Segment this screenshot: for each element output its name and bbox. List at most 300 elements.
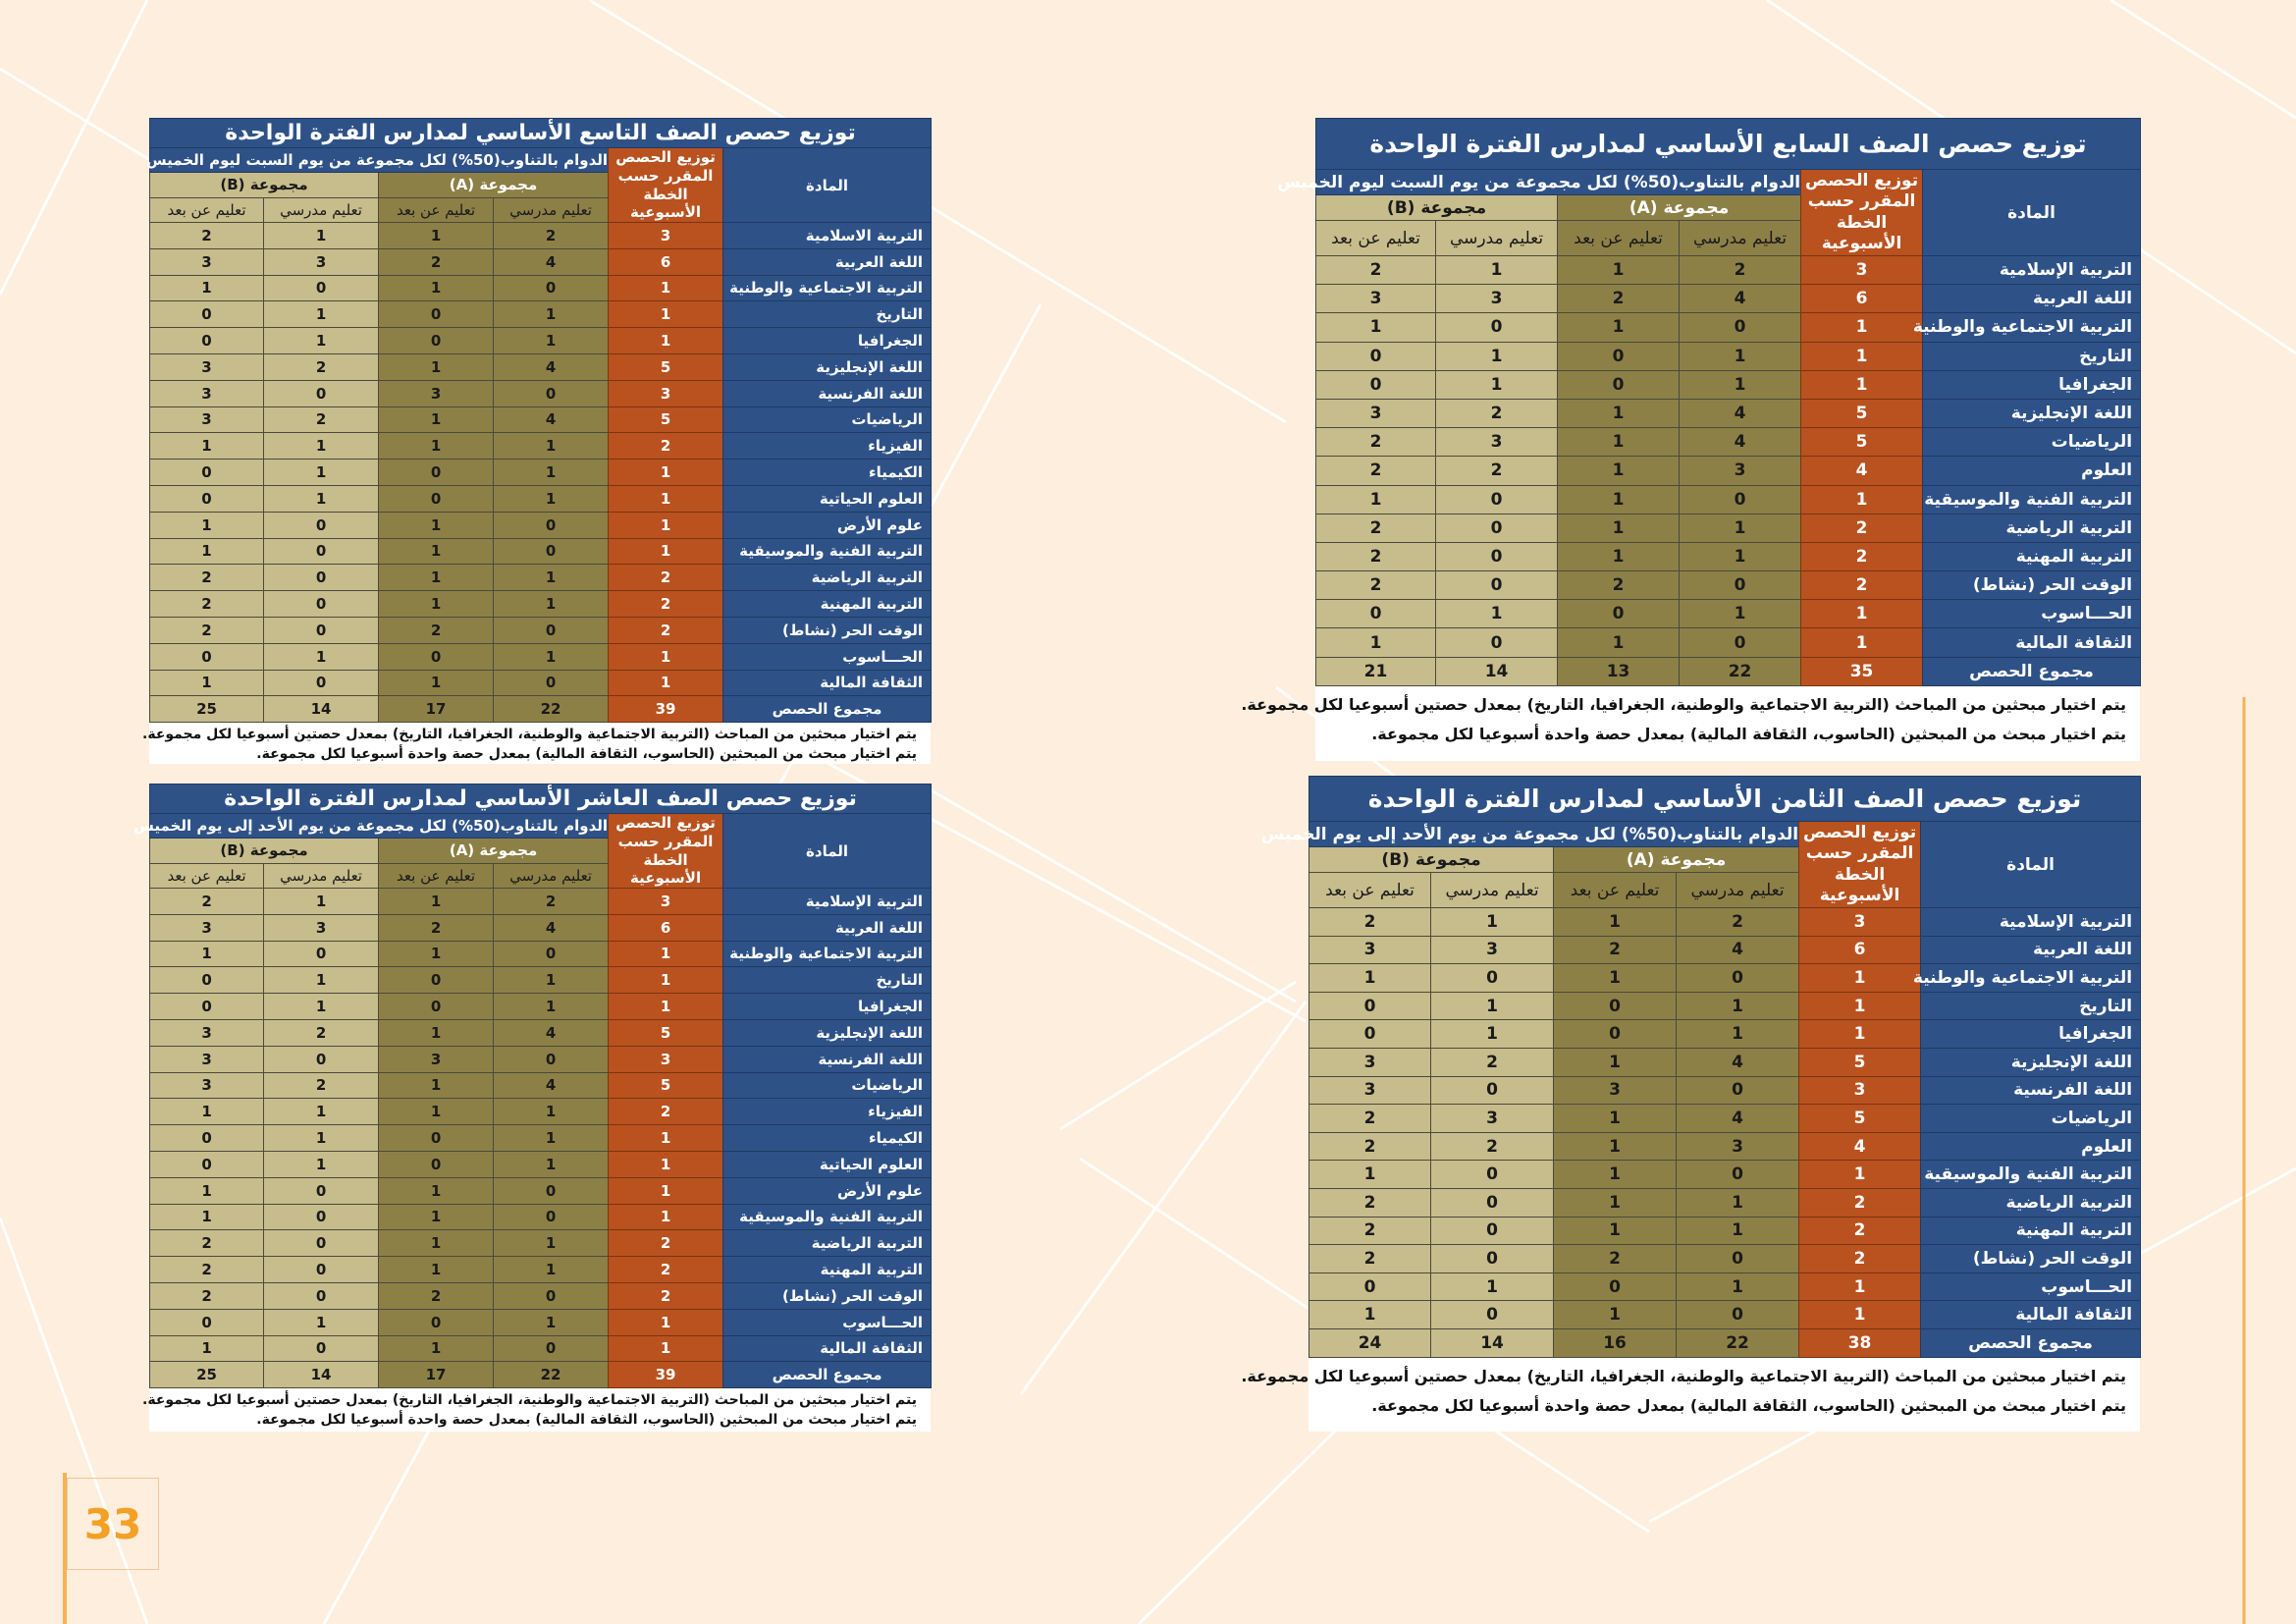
cell-a-school: 1	[1677, 1217, 1799, 1245]
cell-plan: 3	[609, 223, 723, 249]
cell-b-school: 14	[264, 1362, 379, 1388]
cell-a-remote: 1	[1558, 256, 1680, 285]
note-line: يتم اختيار مبحث من المبحثين (الحاسوب، الثقافة المالية) بمعدل حصة واحدة أسبوعيا لكل مجموعة.	[256, 746, 917, 763]
table-row	[150, 1019, 932, 1046]
cell-b-school: 0	[264, 1282, 379, 1309]
cell-b-remote: 2	[1316, 256, 1436, 285]
cell-subject: اللغة الإنجليزية	[723, 353, 932, 380]
subject-header: المادة	[1923, 170, 2141, 256]
cell-subject: التربية الرياضية	[723, 1230, 932, 1257]
cell-subject: الفيزياء	[723, 1099, 932, 1125]
cell-plan: 1	[609, 1204, 723, 1230]
table-row	[1316, 342, 2141, 370]
cell-b-school: 2	[264, 353, 379, 380]
cell-b-remote: 2	[150, 223, 264, 249]
cell-b-school: 0	[1431, 1076, 1554, 1105]
remote-header: تعليم عن بعد	[1558, 221, 1680, 256]
cell-b-school: 3	[1431, 936, 1554, 964]
table-row	[150, 353, 932, 380]
cell-b-school: 1	[1436, 600, 1558, 628]
cell-plan: 1	[609, 512, 723, 538]
cell-a-remote: 1	[1554, 1048, 1677, 1076]
table-row	[1309, 1217, 2141, 1245]
cell-a-school: 3	[1677, 1132, 1799, 1161]
cell-a-remote: 2	[1554, 936, 1677, 964]
cell-subject: التربية الاجتماعية والوطنية	[723, 941, 932, 967]
table-row	[150, 1125, 932, 1152]
cell-subject: الجغرافيا	[1923, 370, 2141, 399]
cell-subject: التربية الفنية والموسيقية	[1923, 485, 2141, 514]
cell-a-remote: 1	[379, 941, 494, 967]
cell-a-remote: 0	[379, 328, 494, 354]
cell-a-school: 0	[494, 1046, 609, 1072]
remote-header: تعليم عن بعد	[150, 863, 264, 888]
cell-a-school: 1	[494, 301, 609, 328]
cell-b-school: 14	[1431, 1328, 1554, 1357]
in-school-header: تعليم مدرسي	[264, 863, 379, 888]
cell-b-school: 0	[1431, 1301, 1554, 1329]
group-a-header: مجموعة (A)	[379, 173, 609, 197]
note-line: يتم اختيار مبحثين من المباحث (التربية الاجتماعية والوطنية، الجغرافيا، التاريخ) بمعدل حصتين أسبوعيا لكل مجموعة.	[1241, 694, 2126, 714]
cell-b-school: 0	[264, 1335, 379, 1362]
cell-a-remote: 13	[1558, 657, 1680, 685]
cell-a-school: 0	[494, 380, 609, 406]
cell-plan: 1	[609, 967, 723, 994]
total-row	[150, 696, 932, 723]
cell-a-school: 1	[1680, 542, 1801, 570]
cell-a-school: 0	[494, 941, 609, 967]
cell-a-remote: 0	[1554, 992, 1677, 1020]
cell-a-remote: 1	[1554, 1161, 1677, 1189]
table-notes	[1241, 686, 2140, 749]
cell-a-remote: 1	[379, 538, 494, 565]
cell-plan: 6	[609, 248, 723, 275]
cell-a-school: 1	[1680, 514, 1801, 542]
cell-b-remote: 1	[150, 1335, 264, 1362]
table-row	[150, 565, 932, 591]
cell-subject: العلوم	[1921, 1132, 2141, 1161]
cell-subject: العلوم الحياتية	[723, 485, 932, 512]
cell-b-school: 0	[1431, 1161, 1554, 1189]
cell-a-remote: 2	[379, 248, 494, 275]
cell-a-school: 1	[1677, 1020, 1799, 1049]
cell-b-remote: 3	[1309, 1076, 1431, 1105]
cell-a-remote: 0	[379, 1151, 494, 1177]
grade7-table	[1241, 118, 2140, 761]
cell-a-remote: 1	[1554, 908, 1677, 937]
note-line: يتم اختيار مبحث من المبحثين (الحاسوب، الثقافة المالية) بمعدل حصة واحدة أسبوعيا لكل مجموعة.	[256, 1412, 917, 1429]
cell-a-remote: 1	[379, 889, 494, 915]
rotation-header: الدوام بالتناوب(50%) لكل مجموعة من يوم السبت ليوم الخميس	[150, 148, 609, 173]
cell-a-remote: 17	[379, 1362, 494, 1388]
cell-plan: 1	[609, 941, 723, 967]
cell-b-remote: 2	[150, 1257, 264, 1283]
cell-a-school: 1	[1677, 1272, 1799, 1301]
cell-subject: الثقافة المالية	[1921, 1301, 2141, 1329]
cell-subject: اللغة الإنجليزية	[1923, 399, 2141, 427]
cell-b-remote: 1	[1316, 485, 1436, 514]
cell-b-remote: 1	[150, 538, 264, 565]
cell-subject: اللغة العربية	[1923, 285, 2141, 313]
cell-a-school: 0	[494, 1282, 609, 1309]
cell-a-school: 4	[1677, 936, 1799, 964]
cell-b-school: 3	[1436, 428, 1558, 457]
note-line: يتم اختيار مبحثين من المباحث (التربية الاجتماعية والوطنية، الجغرافيا، التاريخ) بمعدل حصتين أسبوعيا لكل مجموعة.	[1241, 1366, 2126, 1385]
cell-a-school: 4	[1680, 285, 1801, 313]
cell-a-school: 0	[1680, 571, 1801, 600]
in-school-header: تعليم مدرسي	[1677, 873, 1799, 908]
cell-plan: 2	[1801, 514, 1923, 542]
cell-b-remote: 2	[150, 1282, 264, 1309]
cell-b-school: 2	[264, 1019, 379, 1046]
cell-b-school: 1	[264, 301, 379, 328]
cell-b-remote: 0	[150, 643, 264, 670]
cell-a-remote: 0	[379, 967, 494, 994]
table-row	[1316, 571, 2141, 600]
cell-b-remote: 1	[150, 941, 264, 967]
cell-b-school: 1	[264, 1125, 379, 1152]
cell-subject: الجغرافيا	[1921, 1020, 2141, 1049]
table-row	[150, 1309, 932, 1335]
table-row	[150, 670, 932, 696]
cell-subject: التربية الاجتماعية والوطنية	[723, 275, 932, 301]
subject-header: المادة	[1921, 822, 2141, 908]
note-line: يتم اختيار مبحث من المبحثين (الحاسوب، الثقافة المالية) بمعدل حصة واحدة أسبوعيا لكل مجموعة.	[1371, 1395, 2126, 1415]
cell-a-school: 0	[1677, 1161, 1799, 1189]
plan-header: توزيع الحصص المقرر حسب الخطة الأسبوعية	[1799, 822, 1921, 908]
cell-b-remote: 1	[1316, 628, 1436, 657]
table-row	[1309, 1188, 2141, 1217]
cell-plan: 1	[609, 538, 723, 565]
cell-b-school: 0	[264, 1257, 379, 1283]
cell-b-remote: 2	[1309, 1132, 1431, 1161]
cell-plan: 2	[1799, 1245, 1921, 1273]
cell-plan: 6	[609, 914, 723, 941]
cell-a-school: 22	[1680, 657, 1801, 685]
cell-plan: 2	[609, 591, 723, 618]
cell-subject: الحـــاسوب	[1923, 600, 2141, 628]
table-row	[150, 1282, 932, 1309]
cell-a-remote: 1	[379, 1335, 494, 1362]
rotation-header: الدوام بالتناوب(50%) لكل مجموعة من يوم الأحد إلى يوم الخميس	[1309, 822, 1799, 847]
cell-b-remote: 3	[1309, 936, 1431, 964]
cell-a-remote: 3	[379, 1046, 494, 1072]
cell-a-school: 3	[1680, 457, 1801, 485]
grade8-table	[1241, 776, 2140, 1432]
table-row	[1316, 399, 2141, 427]
total-row	[1316, 657, 2141, 685]
cell-subject: علوم الأرض	[723, 1177, 932, 1204]
table-notes	[142, 1388, 931, 1430]
table-row	[1309, 908, 2141, 937]
cell-a-school: 4	[1677, 1105, 1799, 1133]
cell-a-remote: 1	[1554, 1188, 1677, 1217]
cell-plan: 1	[609, 1151, 723, 1177]
cell-a-school: 1	[494, 1125, 609, 1152]
cell-plan: 4	[1799, 1132, 1921, 1161]
cell-b-remote: 2	[1316, 457, 1436, 485]
cell-plan: 1	[609, 643, 723, 670]
cell-a-remote: 0	[379, 1309, 494, 1335]
cell-a-remote: 1	[1554, 1301, 1677, 1329]
cell-b-school: 0	[1431, 1245, 1554, 1273]
cell-a-remote: 0	[1558, 370, 1680, 399]
cell-b-remote: 2	[1309, 1217, 1431, 1245]
cell-b-remote: 3	[150, 1046, 264, 1072]
table-row	[1316, 457, 2141, 485]
cell-b-remote: 0	[1316, 342, 1436, 370]
cell-b-remote: 2	[1316, 542, 1436, 570]
cell-plan: 1	[1801, 370, 1923, 399]
cell-a-remote: 1	[379, 1099, 494, 1125]
cell-subject: الكيمياء	[723, 460, 932, 486]
cell-a-remote: 2	[379, 617, 494, 643]
cell-b-remote: 2	[1309, 1188, 1431, 1217]
page-number: 33	[67, 1478, 159, 1570]
table-row	[150, 433, 932, 460]
cell-b-school: 2	[1436, 399, 1558, 427]
cell-a-school: 0	[1677, 1076, 1799, 1105]
table-row	[1316, 313, 2141, 342]
table-row	[1309, 992, 2141, 1020]
table-row	[150, 591, 932, 618]
cell-a-remote: 0	[379, 460, 494, 486]
cell-a-school: 1	[1680, 342, 1801, 370]
cell-plan: 39	[609, 1362, 723, 1388]
cell-b-school: 1	[264, 1099, 379, 1125]
cell-subject: التربية الاجتماعية والوطنية	[1921, 964, 2141, 993]
cell-b-remote: 0	[150, 301, 264, 328]
cell-b-school: 1	[1436, 256, 1558, 285]
cell-subject: الحـــاسوب	[723, 1309, 932, 1335]
subject-header: المادة	[723, 148, 932, 223]
cell-b-school: 1	[264, 223, 379, 249]
cell-b-remote: 0	[150, 967, 264, 994]
note-line: يتم اختيار مبحثين من المباحث (التربية الاجتماعية والوطنية، الجغرافيا، التاريخ) بمعدل حصتين أسبوعيا لكل مجموعة.	[142, 727, 917, 743]
table-row	[1309, 936, 2141, 964]
cell-b-remote: 21	[1316, 657, 1436, 685]
table-row	[150, 248, 932, 275]
cell-plan: 1	[609, 485, 723, 512]
cell-b-remote: 2	[1316, 514, 1436, 542]
cell-b-school: 1	[264, 967, 379, 994]
cell-plan: 1	[1799, 1161, 1921, 1189]
cell-a-school: 2	[1680, 256, 1801, 285]
cell-a-school: 1	[494, 433, 609, 460]
table-row	[150, 328, 932, 354]
table-row	[1316, 514, 2141, 542]
cell-plan: 5	[1801, 428, 1923, 457]
cell-b-school: 1	[264, 994, 379, 1020]
cell-subject: اللغة الإنجليزية	[1921, 1048, 2141, 1076]
table-row	[1316, 370, 2141, 399]
cell-plan: 2	[609, 433, 723, 460]
table-row	[150, 301, 932, 328]
cell-a-school: 2	[494, 223, 609, 249]
table-row	[150, 223, 932, 249]
table-title: توزيع حصص الصف العاشر الأساسي لمدارس الفترة الواحدة	[150, 785, 932, 814]
cell-b-school: 0	[1436, 542, 1558, 570]
table-row	[1309, 1272, 2141, 1301]
cell-subject: الوقت الحر (نشاط)	[723, 617, 932, 643]
cell-b-remote: 1	[150, 670, 264, 696]
cell-b-school: 1	[264, 1151, 379, 1177]
cell-a-remote: 0	[1554, 1020, 1677, 1049]
cell-a-school: 0	[1680, 628, 1801, 657]
cell-b-remote: 1	[150, 1177, 264, 1204]
cell-b-remote: 0	[150, 460, 264, 486]
cell-plan: 1	[609, 460, 723, 486]
cell-b-remote: 0	[1316, 600, 1436, 628]
cell-subject: الثقافة المالية	[723, 1335, 932, 1362]
cell-subject: التربية الفنية والموسيقية	[1921, 1161, 2141, 1189]
cell-a-school: 22	[494, 1362, 609, 1388]
group-a-header: مجموعة (A)	[1554, 847, 1799, 873]
cell-b-remote: 24	[1309, 1328, 1431, 1357]
cell-a-remote: 1	[379, 591, 494, 618]
table-row	[1309, 1048, 2141, 1076]
cell-plan: 6	[1801, 285, 1923, 313]
plan-header: توزيع الحصص المقرر حسب الخطة الأسبوعية	[609, 148, 723, 223]
cell-b-remote: 1	[150, 512, 264, 538]
cell-b-school: 0	[1436, 628, 1558, 657]
remote-header: تعليم عن بعد	[1554, 873, 1677, 908]
cell-b-remote: 3	[1316, 285, 1436, 313]
cell-b-remote: 2	[150, 1230, 264, 1257]
cell-b-school: 0	[1431, 1188, 1554, 1217]
cell-a-remote: 0	[379, 994, 494, 1020]
table-row	[150, 941, 932, 967]
cell-subject: التربية الاسلامية	[723, 223, 932, 249]
cell-a-remote: 0	[379, 485, 494, 512]
cell-a-remote: 0	[379, 1125, 494, 1152]
cell-b-school: 0	[264, 275, 379, 301]
cell-b-school: 1	[264, 433, 379, 460]
cell-b-remote: 2	[150, 889, 264, 915]
note-line: يتم اختيار مبحثين من المباحث (التربية الاجتماعية والوطنية، الجغرافيا، التاريخ) بمعدل حصتين أسبوعيا لكل مجموعة.	[142, 1392, 917, 1409]
cell-b-remote: 1	[150, 275, 264, 301]
cell-a-remote: 0	[1558, 342, 1680, 370]
cell-a-remote: 1	[379, 1019, 494, 1046]
cell-b-remote: 0	[150, 328, 264, 354]
cell-plan: 1	[1799, 1301, 1921, 1329]
cell-a-remote: 1	[1558, 399, 1680, 427]
cell-b-remote: 1	[1309, 1161, 1431, 1189]
cell-b-school: 1	[264, 328, 379, 354]
grade10-table	[133, 784, 931, 1432]
table-title: توزيع حصص الصف الثامن الأساسي لمدارس الفترة الواحدة	[1309, 777, 2141, 822]
table-row	[150, 1072, 932, 1099]
cell-a-remote: 0	[1558, 600, 1680, 628]
cell-plan: 2	[609, 1099, 723, 1125]
cell-b-remote: 0	[1309, 1272, 1431, 1301]
cell-b-school: 0	[264, 591, 379, 618]
cell-subject: اللغة الفرنسية	[723, 1046, 932, 1072]
cell-b-school: 3	[1436, 285, 1558, 313]
cell-b-remote: 1	[150, 1204, 264, 1230]
cell-a-school: 22	[494, 696, 609, 723]
cell-a-remote: 3	[1554, 1076, 1677, 1105]
cell-a-school: 2	[494, 889, 609, 915]
cell-a-school: 4	[1677, 1048, 1799, 1076]
cell-b-school: 1	[264, 643, 379, 670]
cell-subject: مجموع الحصص	[1921, 1328, 2141, 1357]
cell-subject: اللغة الإنجليزية	[723, 1019, 932, 1046]
table-row	[150, 1177, 932, 1204]
cell-a-remote: 1	[379, 1204, 494, 1230]
table-row	[150, 512, 932, 538]
cell-a-remote: 3	[379, 380, 494, 406]
group-b-header: مجموعة (B)	[150, 173, 379, 197]
cell-plan: 5	[609, 1072, 723, 1099]
cell-subject: الفيزياء	[723, 433, 932, 460]
in-school-header: تعليم مدرسي	[1680, 221, 1801, 256]
cell-a-remote: 1	[1554, 964, 1677, 993]
cell-plan: 5	[609, 406, 723, 433]
cell-subject: العلوم	[1923, 457, 2141, 485]
cell-b-school: 0	[1431, 964, 1554, 993]
remote-header: تعليم عن بعد	[379, 197, 494, 222]
cell-plan: 1	[1799, 964, 1921, 993]
table-row	[1309, 1245, 2141, 1273]
cell-b-remote: 3	[150, 914, 264, 941]
cell-b-remote: 2	[1309, 1105, 1431, 1133]
schedule-table	[133, 784, 932, 1388]
cell-subject: الوقت الحر (نشاط)	[1921, 1245, 2141, 1273]
cell-plan: 3	[609, 380, 723, 406]
cell-subject: التربية الرياضية	[1921, 1188, 2141, 1217]
cell-b-school: 2	[264, 1072, 379, 1099]
table-row	[150, 460, 932, 486]
cell-b-remote: 3	[150, 353, 264, 380]
cell-a-school: 1	[494, 565, 609, 591]
cell-b-school: 0	[264, 1177, 379, 1204]
cell-a-school: 1	[494, 591, 609, 618]
cell-b-school: 0	[1431, 1217, 1554, 1245]
cell-subject: مجموع الحصص	[1923, 657, 2141, 685]
cell-plan: 5	[609, 1019, 723, 1046]
cell-b-school: 0	[1436, 571, 1558, 600]
cell-plan: 4	[1801, 457, 1923, 485]
cell-b-school: 0	[1436, 485, 1558, 514]
cell-a-school: 22	[1677, 1328, 1799, 1357]
cell-a-school: 0	[1677, 1245, 1799, 1273]
cell-a-school: 0	[494, 538, 609, 565]
cell-plan: 1	[609, 994, 723, 1020]
cell-b-school: 1	[1436, 370, 1558, 399]
table-row	[1316, 285, 2141, 313]
cell-b-remote: 2	[1316, 428, 1436, 457]
cell-subject: التربية المهنية	[723, 1257, 932, 1283]
cell-plan: 5	[1801, 399, 1923, 427]
cell-plan: 1	[609, 1309, 723, 1335]
table-notes	[142, 723, 931, 764]
cell-plan: 1	[1801, 485, 1923, 514]
cell-plan: 2	[609, 1257, 723, 1283]
table-row	[1309, 1301, 2141, 1329]
schedule-table	[1277, 118, 2141, 686]
cell-b-remote: 25	[150, 696, 264, 723]
cell-b-school: 1	[1436, 342, 1558, 370]
cell-b-school: 2	[1431, 1048, 1554, 1076]
cell-b-remote: 0	[1316, 370, 1436, 399]
cell-subject: اللغة العربية	[723, 248, 932, 275]
table-row	[150, 1257, 932, 1283]
cell-a-remote: 1	[1554, 1132, 1677, 1161]
cell-a-school: 0	[1677, 964, 1799, 993]
cell-b-remote: 2	[1309, 1245, 1431, 1273]
table-row	[150, 994, 932, 1020]
